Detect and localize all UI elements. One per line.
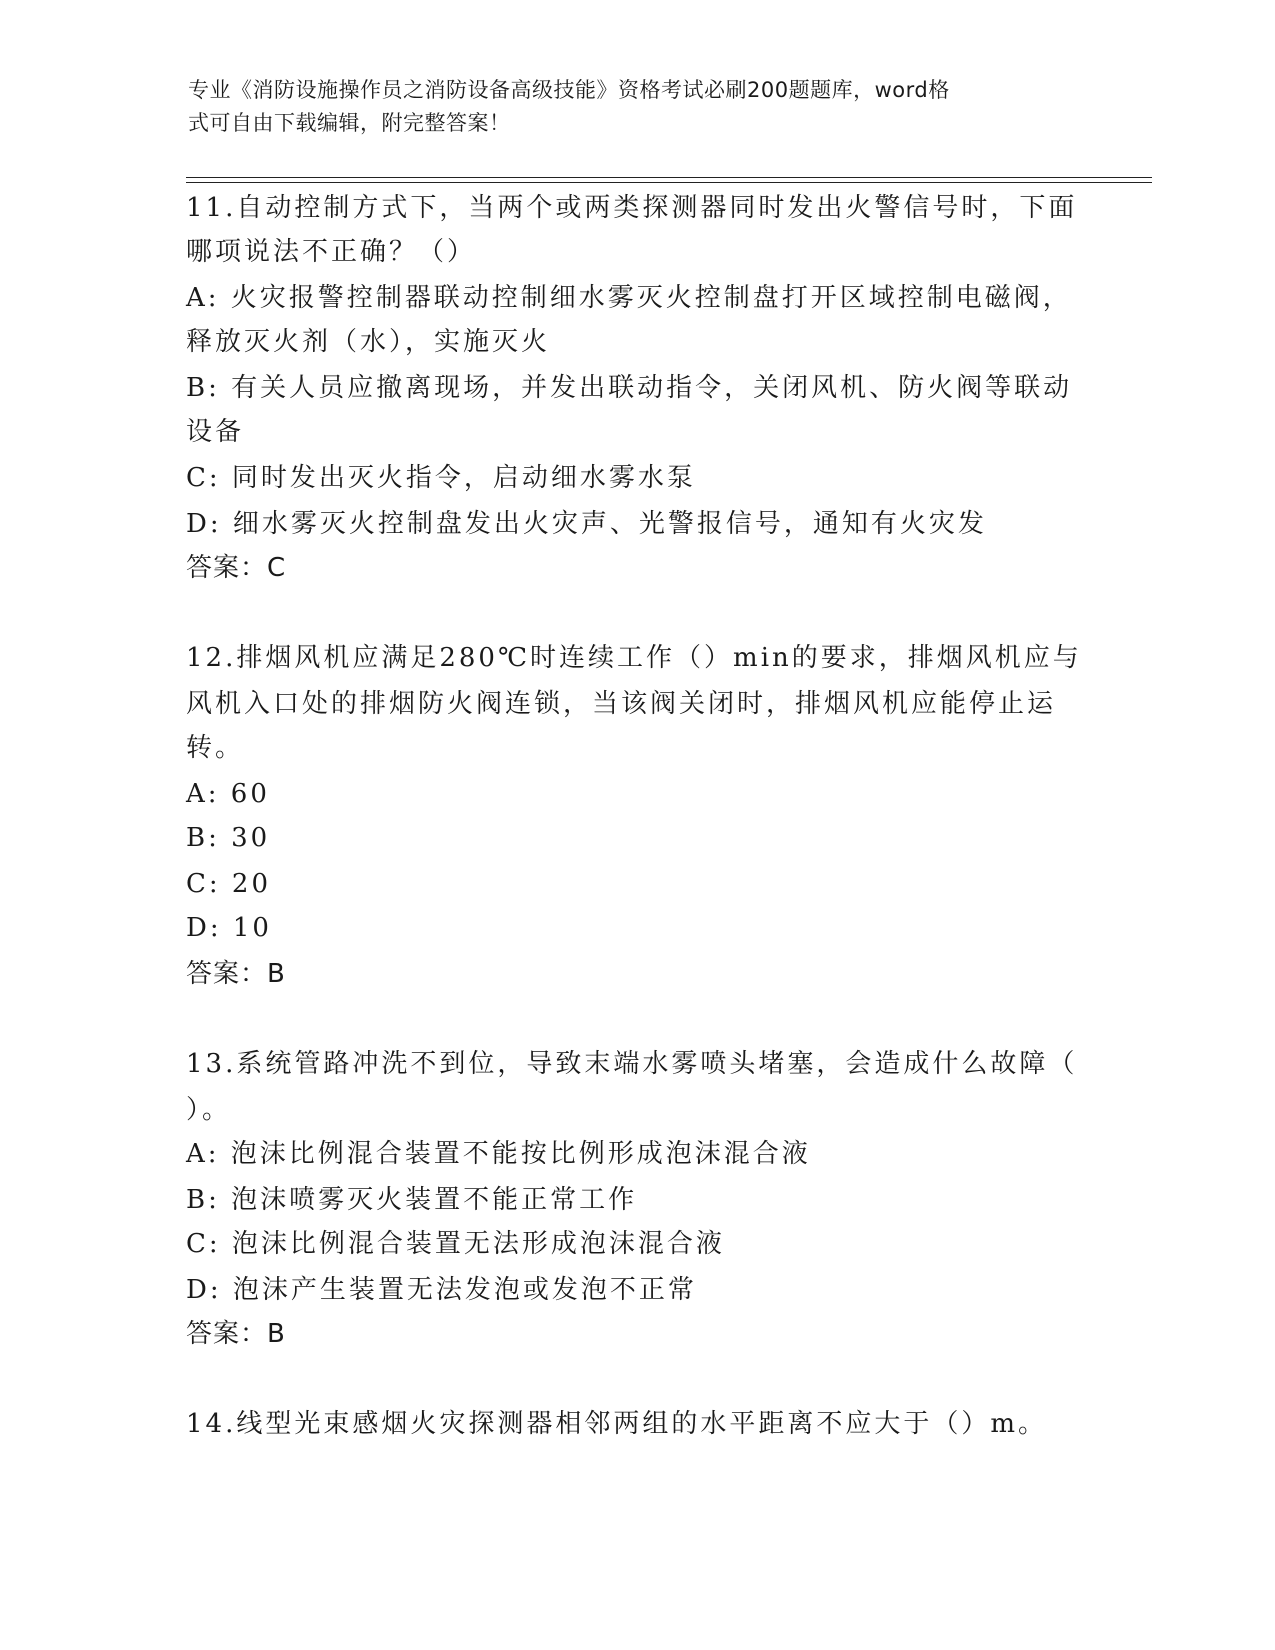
header-line-1: 专业《消防设施操作员之消防设备高级技能》资格考试必刷200题题库，word格: [188, 78, 950, 102]
q11-stem-line-2: 哪项说法不正确？（）: [186, 237, 477, 267]
q12-option-c: C: 20: [186, 869, 272, 899]
q12-option-b: B: 30: [186, 823, 271, 853]
q13-option-c: C: 泡沫比例混合装置无法形成泡沫混合液: [186, 1229, 725, 1259]
q12-stem-line-3: 转。: [186, 733, 245, 763]
header-divider-bottom: [186, 182, 1152, 183]
q11-option-b-line-2: 设备: [186, 417, 245, 447]
q13-stem-line-1: 13.系统管路冲洗不到位，导致末端水雾喷头堵塞，会造成什么故障（: [186, 1049, 1078, 1079]
q13-option-a: A: 泡沫比例混合装置不能按比例形成泡沫混合液: [186, 1139, 811, 1169]
q12-stem-line-1: 12.排烟风机应满足280℃时连续工作（）min的要求，排烟风机应与: [186, 643, 1082, 673]
q11-answer: 答案：C: [186, 553, 287, 583]
q14-stem-line-1: 14.线型光束感烟火灾探测器相邻两组的水平距离不应大于（）m。: [186, 1409, 1048, 1439]
q12-option-a: A: 60: [186, 779, 270, 809]
q13-option-d: D: 泡沫产生装置无法发泡或发泡不正常: [186, 1275, 697, 1305]
q12-answer: 答案：B: [186, 959, 286, 989]
q11-option-a-line-1: A: 火灾报警控制器联动控制细水雾灭火控制盘打开区域控制电磁阀，: [186, 283, 1072, 313]
document-header: [188, 74, 1068, 140]
q13-option-b: B: 泡沫喷雾灭火装置不能正常工作: [186, 1185, 638, 1215]
q13-answer: 答案：B: [186, 1319, 286, 1349]
q12-option-d: D: 10: [186, 913, 272, 943]
header-line-2: 式可自由下载编辑，附完整答案！: [188, 111, 511, 135]
q11-option-b-line-1: B: 有关人员应撤离现场，并发出联动指令，关闭风机、防火阀等联动: [186, 373, 1073, 403]
q11-option-d: D: 细水雾灭火控制盘发出火灾声、光警报信号，通知有火灾发: [186, 509, 987, 539]
q11-stem-line-1: 11.自动控制方式下，当两个或两类探测器同时发出火警信号时，下面: [186, 193, 1078, 223]
q13-stem-line-2: ）。: [186, 1095, 232, 1125]
q11-option-a-line-2: 释放灭火剂（水），实施灭火: [186, 327, 551, 357]
header-divider-top: [186, 177, 1152, 178]
q11-option-c: C: 同时发出灭火指令，启动细水雾水泵: [186, 463, 696, 493]
q12-stem-line-2: 风机入口处的排烟防火阀连锁，当该阀关闭时，排烟风机应能停止运: [186, 689, 1057, 719]
